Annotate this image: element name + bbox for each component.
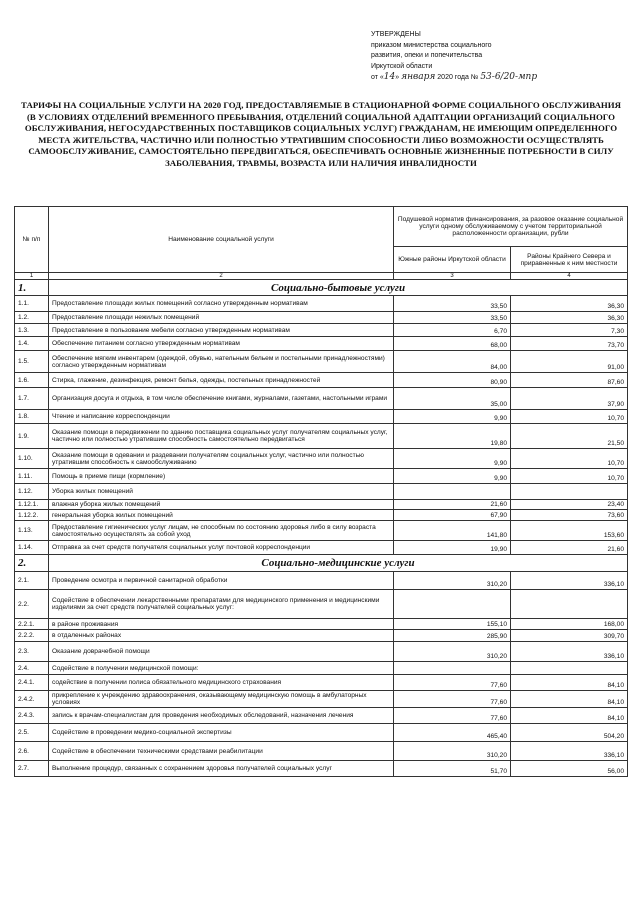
price-north: 84,10	[511, 691, 628, 708]
price-north: 309,70	[511, 630, 628, 642]
service-name: Выполнение процедур, связанных с сохранением здоровья получателей социальных услуг	[49, 761, 394, 777]
date-prefix: от «	[371, 74, 384, 81]
service-name: Проведение осмотра и первичной санитарной обработки	[49, 572, 394, 590]
date-mid: »	[395, 74, 400, 81]
tariff-table	[14, 206, 628, 777]
price-south: 35,00	[394, 388, 511, 410]
service-name: Обеспечение питанием согласно утвержденным нормативам	[49, 337, 394, 351]
header-name: Наименование социальной услуги	[49, 207, 394, 273]
approval-line: Иркутской области	[371, 62, 433, 70]
price-south: 310,20	[394, 572, 511, 590]
date-month: января	[401, 72, 436, 82]
date-day: 14	[383, 72, 396, 82]
price-south: 21,60	[394, 500, 511, 510]
row-number: 1.5.	[15, 351, 49, 373]
table-row	[15, 373, 628, 388]
row-number: 1.2.	[15, 312, 49, 324]
table-row	[15, 590, 628, 619]
approval-date-line	[371, 72, 537, 84]
price-south: 19,90	[394, 541, 511, 555]
table-row	[15, 484, 628, 500]
price-south: 9,90	[394, 449, 511, 469]
table-row	[15, 572, 628, 590]
row-number: 2.4.1.	[15, 675, 49, 691]
row-number: 2.3.	[15, 642, 49, 662]
table-row	[15, 662, 628, 675]
price-south: 6,70	[394, 324, 511, 337]
price-south: 67,90	[394, 510, 511, 521]
service-name: Оказание помощи в одевании и раздевании получателям социальных услуг, частично или полностью утратившим способность к самообслуживанию	[49, 449, 394, 469]
service-name: Оказание доврачебной помощи	[49, 642, 394, 662]
row-number: 2.2.	[15, 590, 49, 619]
service-name: Организация досуга и отдыха, в том числе обеспечение книгами, журналами, газетами, настольными играми	[49, 388, 394, 410]
price-south: 155,10	[394, 619, 511, 630]
row-number: 1.12.	[15, 484, 49, 500]
price-north: 84,10	[511, 708, 628, 724]
service-name: запись к врачам-специалистам для проведения необходимых обследований, назначения лечения	[49, 708, 394, 724]
price-north: 36,30	[511, 296, 628, 312]
service-name: Отправка за счет средств получателя социальных услуг почтовой корреспонденции	[49, 541, 394, 555]
row-number: 2.4.2.	[15, 691, 49, 708]
table-row	[15, 724, 628, 742]
order-number: 53-6/20-мпр	[480, 72, 538, 82]
price-north: 21,60	[511, 541, 628, 555]
header-north: Районы Крайнего Севера и приравненные к ним местности	[511, 247, 628, 273]
price-north: 73,70	[511, 337, 628, 351]
date-year: 2020 года №	[437, 74, 479, 81]
row-number: 1.11.	[15, 469, 49, 484]
price-north: 36,30	[511, 312, 628, 324]
table-row	[15, 541, 628, 555]
table-row	[15, 742, 628, 761]
price-north: 153,60	[511, 521, 628, 541]
service-name: Предоставление в пользование мебели согласно утвержденным нормативам	[49, 324, 394, 337]
price-north: 91,00	[511, 351, 628, 373]
table-row	[15, 337, 628, 351]
table-row	[15, 312, 628, 324]
service-name: содействие в получении полиса обязательного медицинского страхования	[49, 675, 394, 691]
service-name: Предоставление площади нежилых помещений	[49, 312, 394, 324]
price-south: 141,80	[394, 521, 511, 541]
table-row	[15, 410, 628, 424]
price-south: 80,90	[394, 373, 511, 388]
price-north: 37,90	[511, 388, 628, 410]
table-row	[15, 761, 628, 777]
price-south: 19,80	[394, 424, 511, 449]
column-index: 4	[511, 273, 628, 280]
price-south: 51,70	[394, 761, 511, 777]
price-south: 77,60	[394, 708, 511, 724]
price-south	[394, 590, 511, 619]
row-number: 1.6.	[15, 373, 49, 388]
section-title: Социально-медицинские услуги	[49, 555, 628, 572]
column-index: 1	[15, 273, 49, 280]
approval-line: приказом министерства социального	[371, 41, 492, 49]
price-south: 285,90	[394, 630, 511, 642]
price-north: 23,40	[511, 500, 628, 510]
service-name: Уборка жилых помещений	[49, 484, 394, 500]
table-row	[15, 500, 628, 510]
service-name: генеральная уборка жилых помещений	[49, 510, 394, 521]
table-row	[15, 691, 628, 708]
row-number: 1.4.	[15, 337, 49, 351]
price-south: 33,50	[394, 296, 511, 312]
service-name: Помощь в приеме пищи (кормление)	[49, 469, 394, 484]
row-number: 2.	[15, 555, 49, 572]
service-name: влажная уборка жилых помещений	[49, 500, 394, 510]
service-name: в районе проживания	[49, 619, 394, 630]
price-north	[511, 590, 628, 619]
service-name: Предоставление гигиенических услуг лицам, не способным по состоянию здоровья либо в силу возраста самостоятельно осуществлять за собой уход	[49, 521, 394, 541]
service-name: Содействие в обеспечении лекарственными препаратами для медицинского применения и медицинскими изделиями за счет средств получателей социальных услуг:	[49, 590, 394, 619]
price-south	[394, 662, 511, 675]
price-south: 9,90	[394, 469, 511, 484]
service-name: Оказание помощи в передвижении по зданию поставщика социальных услуг получателям социальных услуг, частично или полностью утратившим способность самостоятельно передвигаться	[49, 424, 394, 449]
section-title: Социально-бытовые услуги	[49, 280, 628, 296]
service-name: Предоставление площади жилых помещений согласно утвержденным нормативам	[49, 296, 394, 312]
price-north: 504,20	[511, 724, 628, 742]
row-number: 1.8.	[15, 410, 49, 424]
row-number: 1.13.	[15, 521, 49, 541]
price-north: 87,60	[511, 373, 628, 388]
service-name: прикрепление к учреждению здравоохранения, оказывающему медицинскую помощь в амбулаторных условиях	[49, 691, 394, 708]
header-group: Подушевой норматив финансирования, за разовое оказание социальной услуги одному обслуживаемому с учетом территориальной расположенности организации, рубли	[394, 207, 628, 247]
price-north: 336,10	[511, 642, 628, 662]
price-south: 9,90	[394, 410, 511, 424]
service-name: Содействие в получении медицинской помощи:	[49, 662, 394, 675]
service-name: в отдаленных районах	[49, 630, 394, 642]
approval-heading: УТВЕРЖДЕНЫ	[371, 31, 421, 38]
price-north: 10,70	[511, 410, 628, 424]
price-north: 10,70	[511, 469, 628, 484]
table-row	[15, 675, 628, 691]
table-body	[15, 280, 628, 777]
row-number: 2.5.	[15, 724, 49, 742]
row-number: 2.6.	[15, 742, 49, 761]
service-name: Содействие в проведении медико-социальной экспертизы	[49, 724, 394, 742]
row-number: 2.7.	[15, 761, 49, 777]
row-number: 2.2.1.	[15, 619, 49, 630]
row-number: 1.	[15, 280, 49, 296]
table-row	[15, 510, 628, 521]
header-south: Южные районы Иркутской области	[394, 247, 511, 273]
price-north: 84,10	[511, 675, 628, 691]
price-south: 310,20	[394, 742, 511, 761]
table-row	[15, 296, 628, 312]
table-row	[15, 630, 628, 642]
service-name: Обеспечение мягким инвентарем (одеждой, обувью, нательным бельем и постельными принадлежностями) согласно утвержденным нормативам	[49, 351, 394, 373]
price-north: 168,00	[511, 619, 628, 630]
price-north: 10,70	[511, 449, 628, 469]
price-north	[511, 662, 628, 675]
price-north: 56,00	[511, 761, 628, 777]
row-number: 1.9.	[15, 424, 49, 449]
row-number: 2.1.	[15, 572, 49, 590]
approval-stamp	[371, 30, 537, 84]
section-row	[15, 280, 628, 296]
price-north: 336,10	[511, 742, 628, 761]
column-index: 3	[394, 273, 511, 280]
table-row	[15, 388, 628, 410]
table-row	[15, 424, 628, 449]
price-south	[394, 484, 511, 500]
row-number: 2.4.	[15, 662, 49, 675]
price-north: 336,10	[511, 572, 628, 590]
service-name: Чтение и написание корреспонденции	[49, 410, 394, 424]
service-name: Содействие в обеспечении техническими средствами реабилитации	[49, 742, 394, 761]
row-number: 1.12.1.	[15, 500, 49, 510]
row-number: 2.2.2.	[15, 630, 49, 642]
price-south: 310,20	[394, 642, 511, 662]
price-north	[511, 484, 628, 500]
table-row	[15, 351, 628, 373]
price-south: 77,60	[394, 691, 511, 708]
price-south: 68,00	[394, 337, 511, 351]
price-south: 84,00	[394, 351, 511, 373]
row-number: 1.14.	[15, 541, 49, 555]
row-number: 1.12.2.	[15, 510, 49, 521]
table-row	[15, 642, 628, 662]
price-north: 73,60	[511, 510, 628, 521]
table-row	[15, 469, 628, 484]
row-number: 1.3.	[15, 324, 49, 337]
table-row	[15, 708, 628, 724]
column-index: 2	[49, 273, 394, 280]
price-south: 77,60	[394, 675, 511, 691]
price-north: 7,30	[511, 324, 628, 337]
service-name: Стирка, глажение, дезинфекция, ремонт белья, одежды, постельных принадлежностей	[49, 373, 394, 388]
section-row	[15, 555, 628, 572]
price-north: 21,50	[511, 424, 628, 449]
row-number: 2.4.3.	[15, 708, 49, 724]
approval-line: развития, опеки и попечительства	[371, 52, 483, 59]
row-number: 1.10.	[15, 449, 49, 469]
table-row	[15, 449, 628, 469]
price-south: 33,50	[394, 312, 511, 324]
price-south: 465,40	[394, 724, 511, 742]
row-number: 1.7.	[15, 388, 49, 410]
row-number: 1.1.	[15, 296, 49, 312]
document-title: ТАРИФЫ НА СОЦИАЛЬНЫЕ УСЛУГИ НА 2020 ГОД, ПРЕДОСТАВЛЯЕМЫЕ В СТАЦИОНАРНОЙ ФОРМЕ СОЦИАЛЬНОГО ОБСЛУЖИВАНИЯ (В УСЛОВИЯХ ОТДЕЛЕНИЙ ВРЕМЕННОГО ПРЕБЫВАНИЯ, ОТДЕЛЕНИЙ СОЦИАЛЬНОЙ АДАПТАЦИИ ОРГАНИЗАЦИЙ СОЦИАЛЬНОГО ОБСЛУЖИВАНИЯ, НЕГОСУДАРСТВЕННЫХ ПОСТАВЩИКОВ СОЦИАЛЬНЫХ УСЛУГ) ГРАЖДАНАМ, НЕ ИМЕЮЩИМ ОПРЕДЕЛЕННОГО МЕСТА ЖИТЕЛЬСТВА, ЧАСТИЧНО ИЛИ ПОЛНОСТЬЮ УТРАТИВШИМ СПОСОБНОСТИ ЛИБО ВОЗМОЖНОСТИ ОСУЩЕСТВЛЯТЬ САМООБСЛУЖИВАНИЕ, САМОСТОЯТЕЛЬНО ПЕРЕДВИГАТЬСЯ, ОБЕСПЕЧИВАТЬ ОСНОВНЫЕ ЖИЗНЕННЫЕ ПОТРЕБНОСТИ В СИЛУ ЗАБОЛЕВАНИЯ, ТРАВМЫ, ВОЗРАСТА ИЛИ НАЛИЧИЯ ИНВАЛИДНОСТИ	[21, 100, 621, 168]
table-row	[15, 324, 628, 337]
header-num: № п/п	[15, 207, 49, 273]
table-row	[15, 521, 628, 541]
table-row	[15, 619, 628, 630]
